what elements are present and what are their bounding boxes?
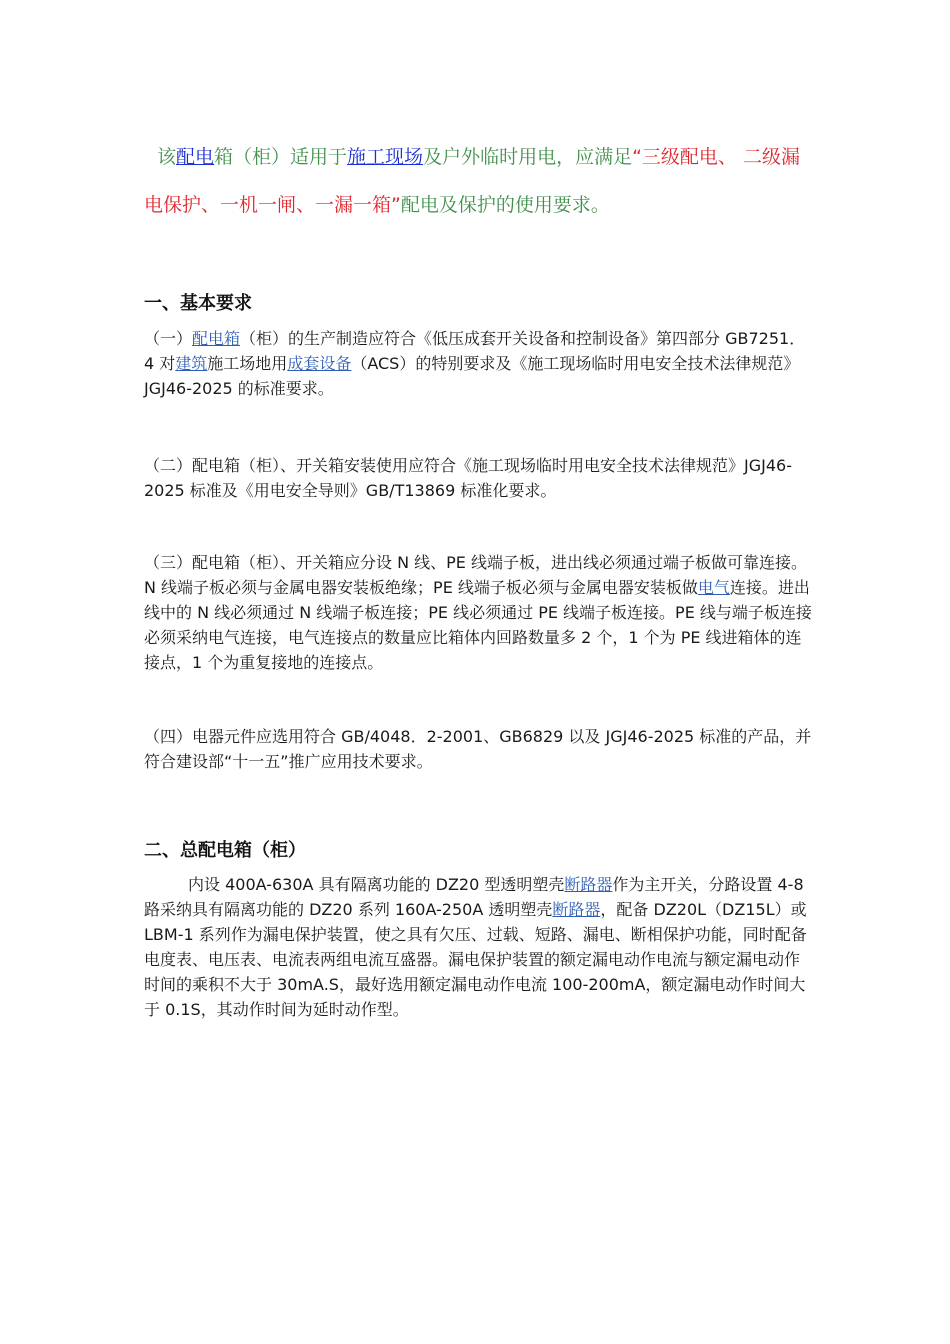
link-construction-site[interactable]: 施工现场 <box>347 146 424 168</box>
section1-paragraph-3 <box>144 550 812 675</box>
intro-paragraph <box>144 133 814 229</box>
section1-paragraph-1 <box>144 326 812 401</box>
s2p1-text-c: ，配备 DZ20L（DZ15L）或 LBM-1 系列作为漏电保护装置，使之具有欠压、过载、短路、漏电、断相保护功能，同时配备电度表、电压表、电流表两组电流互盛器。漏电保护装置的额定漏电动作电流与额定漏电动作时间的乘积不大于 30mA.S，最好选用额定漏电动作电流 100-200mA，额定漏电动作时间大于 0.1S，其动作时间为延时动作型。 <box>144 900 807 1019</box>
section1-paragraph-2: （二）配电箱（柜）、开关箱安装使用应符合《施工现场临时用电安全技术法律规范》JGJ46-2025 标准及《用电安全导则》GB/T13869 标准化要求。 <box>144 456 792 500</box>
s1p1-text-c: 施工场地用 <box>207 354 288 373</box>
intro-text-1: 箱（柜）适用于 <box>214 146 348 168</box>
s1p1-text-d: （ACS）的特别要求及《施工现场临时用电安全技术法律规范》JGJ46-2025 的标准要求。 <box>144 354 800 398</box>
section1-paragraph-4: （四）电器元件应选用符合 GB/4048．2-2001、GB6829 以及 JGJ46-2025 标准的产品，并符合建设部“十一五”推广应用技术要求。 <box>144 727 812 771</box>
intro-red-requirement: “三级配电、 二级漏电保护、一机一闸、一漏一箱” <box>144 146 800 216</box>
link-distribution-box[interactable]: 配电箱 <box>192 329 241 348</box>
s1p3-text-a: （三）配电箱（柜）、开关箱应分设 N 线、PE 线端子板，进出线必须通过端子板做可靠连接。N 线端子板必须与金属电器安装板绝缘；PE 线端子板必须与金属电器安装板做 <box>144 553 807 597</box>
s1p1-text-b: （柜）的生产制造应符合《低压成套开关设备和控制设备》第四部分 GB7251．4 对 <box>144 329 806 373</box>
section2-heading: 二、总配电箱（柜） <box>144 840 306 861</box>
s1p3-text-b: 连接。进出线中的 N 线必须通过 N 线端子板连接；PE 线必须通过 PE 线端子板连接。PE 线与端子板连接必须采纳电气连接，电气连接点的数量应比箱体内回路数量多 2 个，1 个为 PE 线进箱体的连接点，1 个为重复接地的连接点。 <box>144 578 812 672</box>
intro-text-3: 配电及保护的使用要求。 <box>400 194 610 216</box>
s2p1-text-b: 作为主开关，分路设置 4-8 路采纳具有隔离功能的 DZ20 系列 160A-250A 透明塑壳 <box>144 875 804 919</box>
link-distribution[interactable]: 配电 <box>176 146 215 168</box>
section2-paragraph-1 <box>144 872 812 1022</box>
link-building[interactable]: 建筑 <box>175 354 208 373</box>
s2p1-text-a: 内设 400A-630A 具有隔离功能的 DZ20 型透明塑壳 <box>188 875 565 894</box>
section1-heading: 一、基本要求 <box>144 293 252 314</box>
s1p1-text-a: （一） <box>144 329 193 348</box>
link-complete-equipment[interactable]: 成套设备 <box>287 354 352 373</box>
link-circuit-breaker-2[interactable]: 断路器 <box>552 900 601 919</box>
link-electrical[interactable]: 电气 <box>697 578 730 597</box>
intro-text-2: 及户外临时用电，应满足 <box>423 146 633 168</box>
intro-lead: 该 <box>157 146 177 168</box>
link-circuit-breaker-1[interactable]: 断路器 <box>564 875 613 894</box>
